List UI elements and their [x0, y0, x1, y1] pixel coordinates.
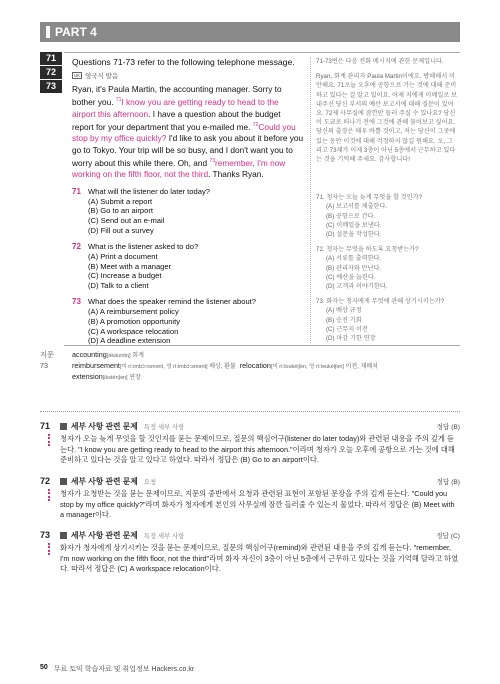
translation-title: 71-73번은 다음 전화 메시지에 관한 문제입니다.	[316, 58, 444, 65]
explanation-title: 세부 사항 관련 문제	[71, 476, 138, 486]
question-stem: What does the speaker remind the listener about?	[88, 296, 257, 306]
translation-question-71	[316, 193, 458, 239]
translation-question-73	[316, 297, 458, 343]
script-text: . Thanks Ryan.	[208, 169, 264, 180]
translation-question-72	[316, 245, 458, 291]
part-header	[40, 22, 460, 42]
translation-paragraph: Ryan, 회계 관리자 Paula Martin이에요. 방해해서 미안해요. 71오늘 오후에 공항으로 가는 것에 대해 준비하고 있다는 걸 알고 있어요. 어제 저에게 이메일로 보내주신 당신 부서의 예산 보고서에 대해 질문이 있어요. 72제 사무실에 잠깐만 들러 주실 수 있나요? 당신이 도쿄로 떠나기 전에 그것에 관해 물어보고 싶어요. 당신의 출장은 매우 바쁠 것이고, 저는 당신이 그곳에 있는 동안 이것에 대해 걱정하지 않길 원해요. 오, 그리고 73제가 이제 3층이 아닌 5층에서 근무하고 있다는 것을 기억해 주세요. 감사합니다!	[316, 73, 457, 164]
translation-option: (C) 이메일을 보낸다.	[326, 221, 382, 229]
question-box	[64, 52, 460, 346]
translation-stem: 71. 청자는 오늘 늦게 무엇을 할 것인가?	[316, 194, 423, 202]
hint-73: remember, I'm now working on the fifth floor, not the third	[72, 157, 286, 180]
option: (C) Send out an e-mail	[88, 216, 165, 226]
section-separator	[40, 411, 460, 412]
question-number-tab: 71	[40, 52, 62, 65]
question-number-tab: 73	[40, 80, 62, 93]
script-text: I'd like to ask you about it before you go to Tokyo. Your trip will be so busy, and I don't want you to worry about this while there. Oh, and	[72, 133, 304, 168]
explanation-number: 72	[40, 476, 51, 486]
translation-option: (B) 관리자와 만난다.	[326, 264, 382, 272]
option: (A) Submit a report	[88, 196, 153, 206]
vocab-label: 73	[40, 361, 48, 370]
explanation-subtype: 특정 세부 사항	[143, 532, 185, 540]
vocab-pron: [iksténʃən]	[102, 375, 128, 381]
vocab-pron: [미 rì:imbɔ́:rsmənt, 영 rì:imbɔ́:smənt]	[119, 364, 208, 370]
vocab-meaning: 이전, 재배치	[343, 364, 378, 370]
explanation-number: 73	[40, 530, 51, 540]
vocab-word: extension	[72, 372, 103, 381]
question-number: 72	[72, 241, 81, 251]
question-stem: What is the listener asked to do?	[88, 241, 199, 251]
answer-label: 정답 (B)	[436, 424, 460, 431]
hint-marker-72: 72	[252, 121, 259, 128]
vocab-line	[40, 350, 460, 361]
option: (A) Print a document	[88, 251, 158, 261]
hint-marker-73: 73	[209, 157, 215, 164]
explanation-body: 청자가 오늘 늦게 무엇을 할 것인지를 묻는 문제이므로, 질문의 핵심어구(listener do later today)와 관련된 내용을 주의 깊게 듣는다. "I know you are getting ready to head to the airport this afternoon."이라며 청자가 오늘 오후에 공항으로 가는 것에 대해 준비하고 있다는 것을 알고 있다고 하였다. 따라서 정답은 (B) Go to an airport이다.	[60, 434, 455, 465]
option: (D) Fill out a survey	[88, 225, 154, 235]
korean-column	[316, 57, 458, 343]
explanation-body: 청자가 요청받는 것을 묻는 문제이므로, 지문의 중반에서 요청과 관련된 표현이 포함된 문장을 주의 깊게 듣는다. "Could you stop by my office quickly?"라며 화자가 청자에게 본인의 사무실에 잠깐 들러줄 수 있는지 물었다. 따라서 정답은 (B) Meet with a manager이다.	[60, 489, 455, 520]
translation-option: (C) 예산을 늘린다.	[326, 273, 376, 281]
footer-text: 무료 토익 학습자료 및 취업정보 Hackers.co.kr	[53, 666, 195, 673]
question-number-tab: 72	[40, 66, 62, 79]
explanation-73	[40, 529, 460, 575]
vocab-word: accounting	[72, 350, 107, 359]
vocab-label: 지문	[40, 350, 54, 359]
intro-text: Questions 71-73 refer to the following telephone message.	[72, 57, 295, 67]
vocab-meaning: 회계	[130, 353, 144, 359]
hint-71: I know you are getting ready to head to the airport this afternoon	[72, 97, 279, 119]
explanation-71	[40, 420, 460, 466]
option: (B) Meet with a manager	[88, 261, 172, 271]
explanation-subtype: 특정 세부 사항	[143, 423, 185, 431]
vocabulary-section	[40, 350, 460, 383]
column-divider	[310, 57, 311, 343]
option: (D) Talk to a client	[88, 281, 149, 291]
english-column	[72, 57, 304, 346]
explanation-title: 세부 사항 관련 문제	[71, 421, 138, 431]
option: (B) A promotion opportunity	[88, 316, 181, 326]
telephone-script	[72, 84, 304, 181]
translation-option: (D) 고객과 이야기한다.	[326, 283, 388, 291]
hint-72: Could you stop by my office quickly?	[72, 121, 296, 144]
vocab-pron: [미 rì:loukéiʃən, 영 rì:ləukéiʃən]	[270, 364, 344, 370]
script-text: Ryan, it's Paula Martin, the accounting manager. Sorry to bother you.	[72, 84, 282, 108]
vocab-line	[40, 372, 460, 383]
explanation-body: 화자가 청자에게 상기시키는 것을 묻는 문제이므로, 질문의 핵심어구(remind)와 관련된 내용을 주의 깊게 듣는다. "remember, I'm now working on the fifth floor, not the third"라며 화자 자신이 3층이 아닌 5층에서 근무하고 있다는 것을 기억해 달라고 하였다. 따라서 정답은 (C) A workspace relocation이다.	[60, 543, 459, 574]
option: (B) Go to an airport	[88, 206, 153, 216]
dotted-marker	[48, 434, 51, 446]
uk-flag-icon: UK	[73, 73, 81, 78]
translation-stem: 73. 화자는 청자에게 무엇에 관해 상기시키는가?	[316, 298, 445, 306]
question-71	[72, 187, 304, 236]
answer-label: 정답 (C)	[436, 533, 460, 540]
explanation-number: 71	[40, 421, 51, 431]
vocab-word: relocation	[239, 361, 271, 370]
page-number: 50	[40, 664, 48, 671]
vocab-pron: [əkáuntiŋ]	[106, 353, 131, 359]
explanation-72	[40, 475, 460, 521]
dotted-marker	[48, 489, 51, 501]
vocab-meaning: 배상, 환불	[207, 364, 236, 370]
hint-marker-71: 71	[115, 97, 122, 104]
explanation-title: 세부 사항 관련 문제	[71, 530, 138, 540]
accent-label: 영국식 발음	[85, 73, 119, 80]
translation-option: (D) 설문을 작성한다.	[326, 231, 382, 239]
accent-tag	[72, 71, 304, 80]
translation-option: (B) 공항으로 간다.	[326, 212, 376, 220]
vocab-word: reimbursement	[72, 361, 120, 370]
translation-option: (C) 근무지 이전	[326, 325, 368, 333]
vocab-line	[40, 361, 460, 372]
question-72	[72, 242, 304, 291]
translation-option: (A) 서류를 출력한다.	[326, 255, 382, 263]
square-bullet-icon	[60, 532, 67, 539]
translation-option: (D) 마감 기한 연장	[326, 335, 376, 343]
part-label: PART 4	[55, 25, 97, 39]
explanation-subtype: 요청	[143, 478, 157, 486]
square-bullet-icon	[60, 478, 67, 485]
question-number: 71	[72, 186, 81, 196]
option: (C) Increase a budget	[88, 271, 162, 281]
translation-option: (B) 승진 기회	[326, 316, 362, 324]
translation-option: (A) 보고서를 제출한다.	[326, 203, 388, 211]
square-bullet-icon	[60, 423, 67, 430]
vocab-meaning: 연장	[127, 375, 141, 381]
option: (D) A deadline extension	[88, 336, 171, 346]
option: (A) A reimbursement policy	[88, 306, 179, 316]
page-footer	[40, 664, 194, 674]
translation-option: (A) 배상 규정	[326, 307, 362, 315]
script-text: . I have a question about the budget report for your department that you e-mailed me.	[72, 108, 281, 132]
question-73	[72, 297, 304, 346]
answer-label: 정답 (B)	[436, 479, 460, 486]
question-stem: What will the listener do later today?	[88, 186, 210, 196]
translation-stem: 72. 청자는 무엇을 하도록 요청받는가?	[316, 246, 419, 254]
question-number-tabs	[40, 52, 62, 94]
dotted-marker	[48, 543, 51, 555]
question-number: 73	[72, 296, 81, 306]
option: (C) A workspace relocation	[88, 326, 179, 336]
part-bars-icon	[46, 26, 50, 38]
